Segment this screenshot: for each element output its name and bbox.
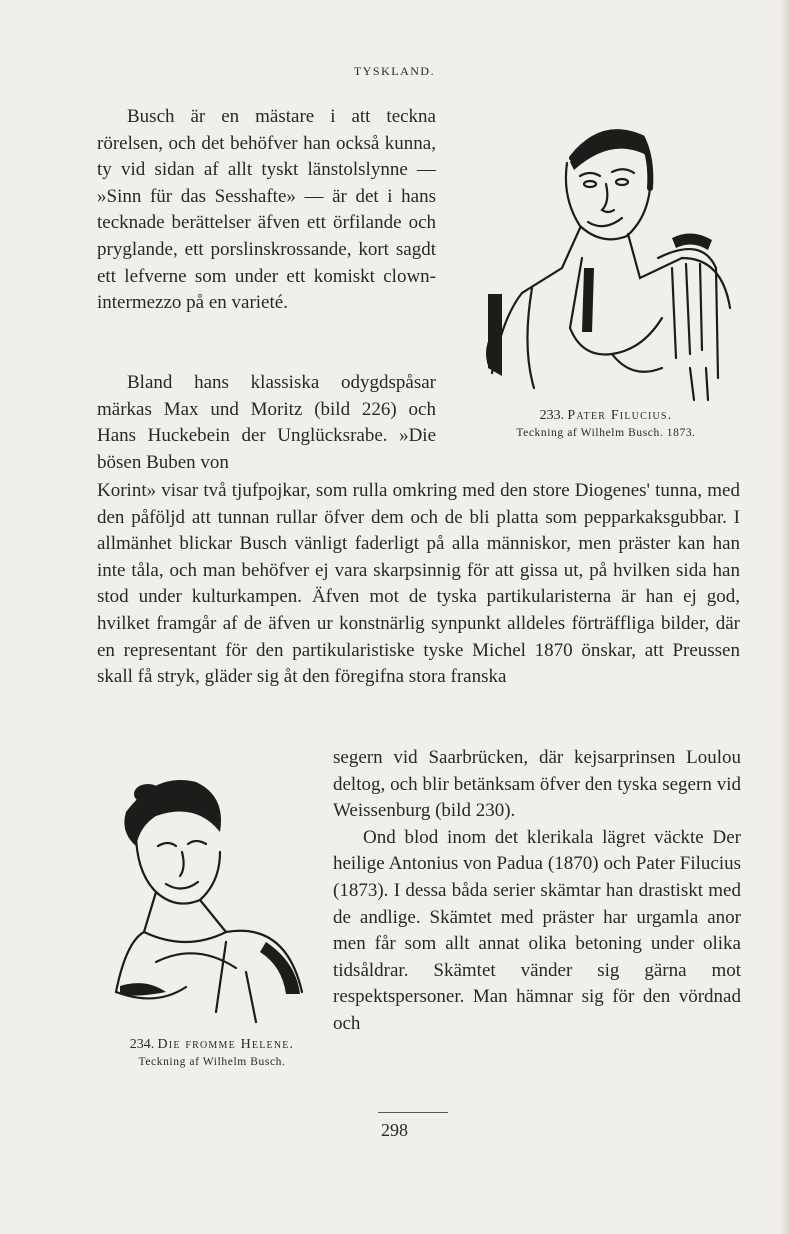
figure-233-caption [462,407,750,441]
figure-234 [96,772,328,1070]
footer-rule [378,1112,448,1113]
figure-234-number: 234. [129,1037,155,1052]
running-head: TYSKLAND. [353,64,436,78]
die-fromme-helene-illustration [96,772,328,1032]
paragraph-1: Busch är en mästare i att teckna rörelsen, och det behöfver han också kunna, ty vid sidan af allt tyskt länstolslynne — »Sinn für das Sesshafte» — är det i hans tecknade berättelser äfven ett örfilande och pryglande, ett porslinskrossande, kort sagdt ett lefverne som under ett komiskt clown-intermezzo på en varieté. [97,106,436,314]
figure-233 [462,118,750,441]
right-column-para-2: Ond blod inom det klerikala lägret väckte Der heilige Antonius von Padua (1870) och Pater Filucius (1873). I dessa båda serier skämtar han drastiskt med de andlige. Skämtet med präster har urgamla anor men får som allt annat olika betoning under olika tidsåldrar. Skämtet vänder sig gärna mot respektspersoner. Man hämnar sig för den vördnad och [333,826,741,1034]
figure-233-number: 233. [539,408,565,423]
figure-233-title: Pater Filucius. [567,408,673,423]
figure-233-credit: Teckning af Wilhelm Busch. 1873. [516,427,696,439]
page-edge [779,0,789,1234]
right-column-para-1: segern vid Saarbrücken, där kejsarprinsen Loulou deltog, och blir betänksam öfver den tyska segern vid Weissenburg (bild 230). [333,747,741,822]
paragraph-2-bottom: Korint» visar två tjufpojkar, som rulla omkring med den store Diogenes' tunna, med den påföljd att tunnan rullar öfver dem och de bli platta som pepparkaksgubbar. I allmänhet blickar Busch vänligt faderligt på alla människor, men präster kan han inte tåla, och man behöfver ej vara skarpsinnig för att gissa ut, på hvilken sida han stod under kulturkampen. Äfven mot de tyska partikularisterna är han ej god, hvilket framgår af de äfven ur konstnärlig synpunkt alldeles förträffliga bilder, där en representant för den partikularistiske tyske Michel 1870 önskar, att Preussen skall få stryk, gläder sig åt den föregifna stora franska [97,480,740,688]
figure-234-credit: Teckning af Wilhelm Busch. [138,1056,286,1068]
pater-filucius-illustration [462,118,750,403]
right-column-text [333,745,741,1038]
page-number: 298 [381,1120,408,1140]
figure-234-title: Die fromme Helene. [157,1037,295,1052]
figure-234-caption [96,1036,328,1070]
paragraph-2-top: Bland hans klassiska odygdspåsar märkas Max und Moritz (bild 226) och Hans Huckebein der Unglücksrabe. »Die bösen Buben von [97,372,436,473]
